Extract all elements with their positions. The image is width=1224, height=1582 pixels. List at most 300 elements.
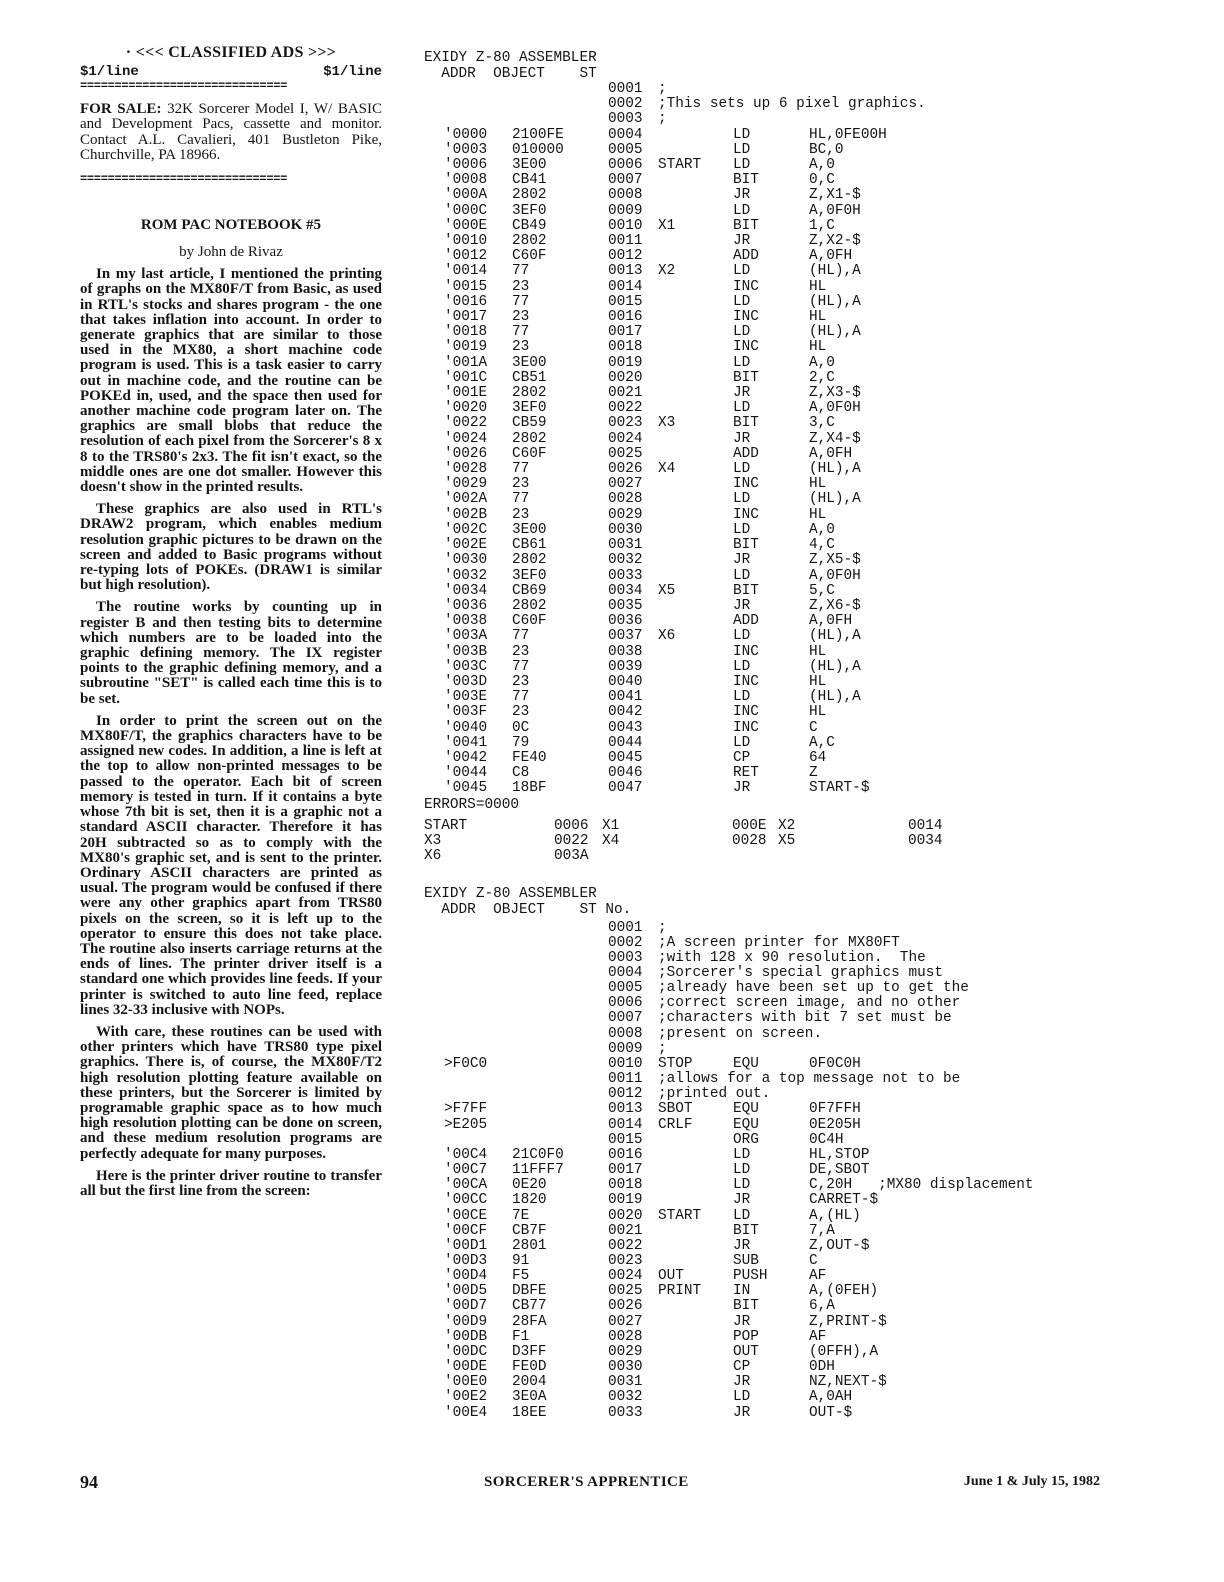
code-operand: A,0 — [809, 354, 835, 371]
code-object: CB51 — [512, 369, 547, 386]
code-addr — [444, 951, 512, 966]
code-line — [424, 614, 1124, 629]
code-gutter — [424, 1042, 444, 1057]
code-operand: A,0 — [809, 157, 835, 174]
code-addr: '002E — [444, 537, 488, 554]
code-stmt: 0019 — [608, 1192, 643, 1209]
symbol-row — [424, 849, 984, 864]
code-object: 2802 — [512, 552, 547, 569]
code-line — [424, 584, 1124, 599]
code-opcode: RET — [733, 765, 759, 782]
code-operand: A,C — [809, 734, 835, 751]
code-line — [424, 538, 1124, 553]
code-operand: HL,0FE00H — [809, 126, 887, 143]
classified-ads-heading: · <<< CLASSIFIED ADS >>> — [125, 44, 337, 61]
code-object: 3E00 — [512, 354, 547, 371]
code-stmt: 0001 — [608, 81, 643, 97]
code-opcode: ADD — [733, 613, 759, 630]
code-addr: '000E — [444, 217, 488, 234]
code-stmt: 0005 — [608, 141, 643, 158]
code-object: 77 — [512, 293, 530, 310]
symbol-address: 000E — [732, 817, 767, 834]
code-addr: '00CC — [444, 1192, 488, 1209]
code-object — [512, 82, 608, 97]
code-addr: '0030 — [444, 552, 488, 569]
code-line — [424, 1284, 1124, 1299]
code-addr: '00D4 — [444, 1268, 488, 1285]
listing2-table — [424, 921, 1124, 1421]
code-label — [658, 143, 733, 158]
code-stmt: 0004 — [608, 126, 643, 143]
code-line — [424, 1406, 1124, 1421]
code-gutter — [424, 1087, 444, 1102]
code-gutter — [424, 553, 444, 568]
code-operand: 1,C — [809, 217, 835, 234]
code-label — [658, 1133, 733, 1148]
code-opcode: LD — [733, 658, 751, 675]
code-line — [424, 143, 1124, 158]
code-addr: '0015 — [444, 278, 488, 295]
code-opcode: LD — [733, 567, 751, 584]
code-line — [424, 1390, 1124, 1405]
code-gutter — [424, 1209, 444, 1224]
code-gutter — [424, 951, 444, 966]
code-stmt: 0022 — [608, 1237, 643, 1254]
code-stmt: 0019 — [608, 354, 643, 371]
code-stmt: 0013 — [608, 263, 643, 280]
code-line — [424, 1133, 1124, 1148]
code-stmt: 0010 — [608, 1055, 643, 1072]
code-opcode: SUB — [733, 1252, 759, 1269]
code-opcode: INC — [733, 643, 759, 660]
symbol-address: 003A — [554, 847, 589, 864]
code-addr: '0022 — [444, 415, 488, 432]
code-object: 23 — [512, 704, 530, 721]
code-gutter — [424, 1345, 444, 1360]
code-line — [424, 249, 1124, 264]
code-operand: A,0F0H — [809, 400, 861, 417]
code-addr: '00D7 — [444, 1298, 488, 1315]
symbol-table — [424, 819, 984, 864]
code-label: OUT — [658, 1268, 684, 1285]
code-addr: '00CE — [444, 1207, 488, 1224]
code-label — [658, 325, 733, 340]
code-operand: (HL),A — [809, 491, 861, 508]
code-line — [424, 721, 1124, 736]
code-label — [658, 492, 733, 507]
code-gutter — [424, 660, 444, 675]
code-gutter — [424, 325, 444, 340]
code-comment: ;printed out. — [658, 1086, 771, 1103]
code-gutter — [424, 1072, 444, 1087]
code-comment: ; — [658, 111, 667, 128]
code-addr — [444, 981, 512, 996]
code-addr: >F7FF — [444, 1101, 488, 1118]
code-gutter — [424, 736, 444, 751]
code-gutter — [424, 264, 444, 279]
code-gutter — [424, 1390, 444, 1405]
code-object: 2802 — [512, 233, 547, 250]
code-addr: '0041 — [444, 734, 488, 751]
code-operand: Z,X2-$ — [809, 233, 861, 250]
code-operand: Z,X3-$ — [809, 385, 861, 402]
code-gutter — [424, 1148, 444, 1163]
code-gutter — [424, 477, 444, 492]
code-line — [424, 1178, 1124, 1193]
code-gutter — [424, 690, 444, 705]
code-gutter — [424, 629, 444, 644]
code-object: C60F — [512, 445, 547, 462]
code-operand: Z,X6-$ — [809, 597, 861, 614]
code-addr — [444, 1027, 512, 1042]
code-line — [424, 1360, 1124, 1375]
code-stmt: 0009 — [608, 202, 643, 219]
code-label — [658, 766, 733, 781]
code-object — [512, 1102, 608, 1117]
article-paragraph: In my last article, I mentioned the printing of graphs on the MX80F/T from Basic, as used in RTL's stocks and shares program - the one that takes inflation into account. In order to generate graphics that are similar to those used in the MX80, a short machine code program is used. This is a task easier to carry out in machine code, and the routine can be POKEd in, used, and the space then used for another machine code program later on. The graphics are small blobs that reduce the resolution of each pixel from the Sorcerer's 8 x 8 to the TRS80's 2x3. The fit isn't exact, so the middle ones are one dot smaller. However this doesn't show in the printed results. — [80, 266, 382, 496]
code-stmt: 0009 — [608, 1040, 643, 1057]
code-gutter — [424, 1269, 444, 1284]
code-line — [424, 508, 1124, 523]
code-object: 3EF0 — [512, 567, 547, 584]
code-object: 3EF0 — [512, 202, 547, 219]
code-object — [512, 1072, 608, 1087]
code-gutter — [424, 1406, 444, 1421]
code-object: 3E00 — [512, 521, 547, 538]
code-operand: HL — [809, 673, 827, 690]
code-stmt: 0004 — [608, 965, 643, 982]
code-operand: HL — [809, 309, 827, 326]
code-operand: A,0 — [809, 521, 835, 538]
code-gutter — [424, 204, 444, 219]
code-label — [658, 204, 733, 219]
code-operand: (HL),A — [809, 263, 861, 280]
code-addr: '001A — [444, 354, 488, 371]
code-object: 77 — [512, 263, 530, 280]
code-label — [658, 599, 733, 614]
code-object — [512, 1011, 608, 1026]
code-stmt: 0028 — [608, 1328, 643, 1345]
code-stmt: 0044 — [608, 734, 643, 751]
code-gutter — [424, 1057, 444, 1072]
code-label — [658, 1390, 733, 1405]
code-opcode: BIT — [733, 1298, 759, 1315]
code-addr: '00DE — [444, 1359, 488, 1376]
article-body — [80, 267, 382, 1199]
code-operand: 0C4H — [809, 1131, 844, 1148]
code-object: C8 — [512, 765, 530, 782]
code-stmt: 0017 — [608, 1162, 643, 1179]
code-stmt: 0020 — [608, 369, 643, 386]
code-line — [424, 1027, 1124, 1042]
code-line — [424, 477, 1124, 492]
symbol-name: X1 — [602, 817, 620, 834]
code-gutter — [424, 97, 444, 112]
code-opcode: EQU — [733, 1055, 759, 1072]
code-addr: '002B — [444, 506, 488, 523]
symbol-name — [602, 849, 732, 864]
code-line — [424, 1118, 1124, 1133]
code-object: FE40 — [512, 749, 547, 766]
code-line — [424, 219, 1124, 234]
code-gutter — [424, 371, 444, 386]
code-opcode: LD — [733, 324, 751, 341]
code-operand: A,0F0H — [809, 567, 861, 584]
symbol-name: X3 — [424, 832, 442, 849]
code-gutter — [424, 584, 444, 599]
code-line — [424, 523, 1124, 538]
code-operand: Z,X4-$ — [809, 430, 861, 447]
code-addr: '0028 — [444, 461, 488, 478]
code-object: 21C0F0 — [512, 1146, 564, 1163]
code-opcode: LD — [733, 521, 751, 538]
code-object — [512, 1087, 608, 1102]
code-operand: 4,C — [809, 537, 835, 554]
code-stmt: 0001 — [608, 919, 643, 936]
code-gutter — [424, 1315, 444, 1330]
code-stmt: 0032 — [608, 1389, 643, 1406]
code-object: FE0D — [512, 1359, 547, 1376]
code-object: 2802 — [512, 187, 547, 204]
code-opcode: BIT — [733, 172, 759, 189]
code-comment: ;characters with bit 7 set must be — [658, 1010, 952, 1027]
classified-rate-row — [80, 64, 382, 80]
listing1-header: ADDR OBJECT ST — [424, 66, 597, 82]
code-stmt: 0041 — [608, 689, 643, 706]
code-stmt: 0038 — [608, 643, 643, 660]
code-object — [512, 1057, 608, 1072]
code-opcode: JR — [733, 233, 751, 250]
code-gutter — [424, 188, 444, 203]
code-opcode: LD — [733, 734, 751, 751]
code-gutter — [424, 996, 444, 1011]
code-line — [424, 264, 1124, 279]
code-object: 7E — [512, 1207, 530, 1224]
code-operand: NZ,NEXT-$ — [809, 1374, 887, 1391]
code-opcode: LD — [733, 1177, 751, 1194]
code-stmt: 0025 — [608, 445, 643, 462]
code-object: 3EF0 — [512, 400, 547, 417]
code-addr: '00D5 — [444, 1283, 488, 1300]
code-line — [424, 462, 1124, 477]
code-gutter — [424, 538, 444, 553]
code-line — [424, 1072, 1124, 1087]
code-object: CB59 — [512, 415, 547, 432]
code-object: DBFE — [512, 1283, 547, 1300]
code-operand: 64 — [809, 749, 827, 766]
code-line — [424, 112, 1124, 127]
code-operand: 0,C — [809, 172, 835, 189]
symbol-name: X4 — [602, 832, 620, 849]
code-stmt: 0021 — [608, 385, 643, 402]
code-object: 18EE — [512, 1404, 547, 1421]
code-addr: '00D9 — [444, 1313, 488, 1330]
code-stmt: 0033 — [608, 1404, 643, 1421]
code-object: 2801 — [512, 1237, 547, 1254]
code-label — [658, 675, 733, 690]
code-object: 91 — [512, 1252, 530, 1269]
code-addr: '0044 — [444, 765, 488, 782]
code-operand: 0F0C0H — [809, 1055, 861, 1072]
code-comment: ;already have been set up to get the — [658, 980, 969, 997]
code-gutter — [424, 1011, 444, 1026]
code-stmt: 0027 — [608, 476, 643, 493]
code-opcode: LD — [733, 1146, 751, 1163]
code-label — [658, 295, 733, 310]
code-addr — [444, 1011, 512, 1026]
code-label — [658, 523, 733, 538]
code-comment: ;A screen printer for MX80FT — [658, 934, 900, 951]
code-opcode: INC — [733, 704, 759, 721]
code-gutter — [424, 921, 444, 936]
code-addr: '001E — [444, 385, 488, 402]
code-line — [424, 356, 1124, 371]
code-line — [424, 82, 1124, 97]
code-stmt: 0023 — [608, 1252, 643, 1269]
code-addr: '0012 — [444, 248, 488, 265]
code-label — [658, 645, 733, 660]
code-addr: '003B — [444, 643, 488, 660]
code-gutter — [424, 82, 444, 97]
listing1-table — [424, 82, 1124, 797]
code-gutter — [424, 416, 444, 431]
code-opcode: LD — [733, 400, 751, 417]
code-opcode: JR — [733, 597, 751, 614]
code-addr: '003A — [444, 628, 488, 645]
article-title: ROM PAC NOTEBOOK #5 — [140, 217, 322, 234]
page-number: 94 — [80, 1472, 98, 1492]
code-stmt: 0023 — [608, 415, 643, 432]
article-paragraph: With care, these routines can be used with other printers which have TRS80 type pixel graphics. There is, of course, the MX80F/T2 high resolution plotting feature available on these printers, but the Sorcerer is limited by programable graphic space as to how much high resolution plotting can be done on screen, and these medium resolution programs are perfectly adequate for many purposes. — [80, 1023, 382, 1162]
code-addr: '0038 — [444, 613, 488, 630]
code-object: CB77 — [512, 1298, 547, 1315]
code-addr: '0014 — [444, 263, 488, 280]
code-object — [512, 966, 608, 981]
code-line — [424, 416, 1124, 431]
code-line — [424, 766, 1124, 781]
code-opcode: IN — [733, 1283, 751, 1300]
code-opcode: LD — [733, 141, 751, 158]
code-operand: C,20H ;MX80 displacement — [809, 1177, 1034, 1194]
code-addr: >E205 — [444, 1116, 488, 1133]
code-object: 11FFF7 — [512, 1162, 564, 1179]
code-object: 77 — [512, 491, 530, 508]
symbol-address: 0022 — [554, 832, 589, 849]
code-label — [658, 1224, 733, 1239]
code-label — [658, 128, 733, 143]
code-opcode: POP — [733, 1328, 759, 1345]
code-label — [658, 614, 733, 629]
code-gutter — [424, 492, 444, 507]
code-object — [512, 97, 608, 112]
code-addr: '0029 — [444, 476, 488, 493]
code-object: CB69 — [512, 582, 547, 599]
code-label — [658, 310, 733, 325]
code-addr: '000C — [444, 202, 488, 219]
code-stmt: 0037 — [608, 628, 643, 645]
code-line — [424, 705, 1124, 720]
code-operand: 0F7FFH — [809, 1101, 861, 1118]
code-line — [424, 128, 1124, 143]
code-object: CB49 — [512, 217, 547, 234]
code-object — [512, 921, 608, 936]
code-line — [424, 447, 1124, 462]
code-line — [424, 492, 1124, 507]
code-stmt: 0007 — [608, 1010, 643, 1027]
code-operand: (HL),A — [809, 658, 861, 675]
code-line — [424, 1102, 1124, 1117]
code-line — [424, 981, 1124, 996]
code-stmt: 0003 — [608, 111, 643, 128]
code-label: X4 — [658, 461, 676, 478]
code-addr: '0018 — [444, 324, 488, 341]
code-object: 23 — [512, 673, 530, 690]
code-object: 2004 — [512, 1374, 547, 1391]
code-opcode: INC — [733, 506, 759, 523]
code-operand: A,0FH — [809, 445, 853, 462]
code-object — [512, 981, 608, 996]
code-stmt: 0002 — [608, 934, 643, 951]
code-line — [424, 553, 1124, 568]
code-line — [424, 569, 1124, 584]
code-operand: A,(HL) — [809, 1207, 861, 1224]
code-addr: '00CF — [444, 1222, 488, 1239]
code-operand: (HL),A — [809, 628, 861, 645]
code-addr: '00C4 — [444, 1146, 488, 1163]
code-operand: OUT-$ — [809, 1404, 853, 1421]
code-object: 3E00 — [512, 157, 547, 174]
code-addr — [444, 1042, 512, 1057]
code-gutter — [424, 751, 444, 766]
code-operand: Z — [809, 765, 818, 782]
code-line — [424, 1375, 1124, 1390]
code-object: 77 — [512, 461, 530, 478]
code-operand: 6,A — [809, 1298, 835, 1315]
code-label — [658, 356, 733, 371]
code-line — [424, 629, 1124, 644]
symbol-address — [732, 849, 778, 864]
code-addr — [444, 996, 512, 1011]
code-gutter — [424, 280, 444, 295]
code-line — [424, 996, 1124, 1011]
code-gutter — [424, 508, 444, 523]
code-line — [424, 660, 1124, 675]
code-opcode: JR — [733, 552, 751, 569]
code-gutter — [424, 721, 444, 736]
symbol-name: X5 — [778, 832, 796, 849]
symbol-name: X2 — [778, 817, 796, 834]
code-line — [424, 1209, 1124, 1224]
code-operand: 2,C — [809, 369, 835, 386]
code-opcode: EQU — [733, 1101, 759, 1118]
code-operand: HL — [809, 506, 827, 523]
code-stmt: 0029 — [608, 506, 643, 523]
code-object: 3E0A — [512, 1389, 547, 1406]
code-operand: 0DH — [809, 1359, 835, 1376]
code-gutter — [424, 173, 444, 188]
code-label — [658, 477, 733, 492]
code-opcode: BIT — [733, 415, 759, 432]
code-gutter — [424, 401, 444, 416]
code-object: 2100FE — [512, 126, 564, 143]
code-stmt: 0015 — [608, 1131, 643, 1148]
code-stmt: 0012 — [608, 248, 643, 265]
code-operand: AF — [809, 1328, 827, 1345]
code-stmt: 0015 — [608, 293, 643, 310]
code-stmt: 0030 — [608, 1359, 643, 1376]
code-gutter — [424, 645, 444, 660]
code-opcode: ORG — [733, 1131, 759, 1148]
